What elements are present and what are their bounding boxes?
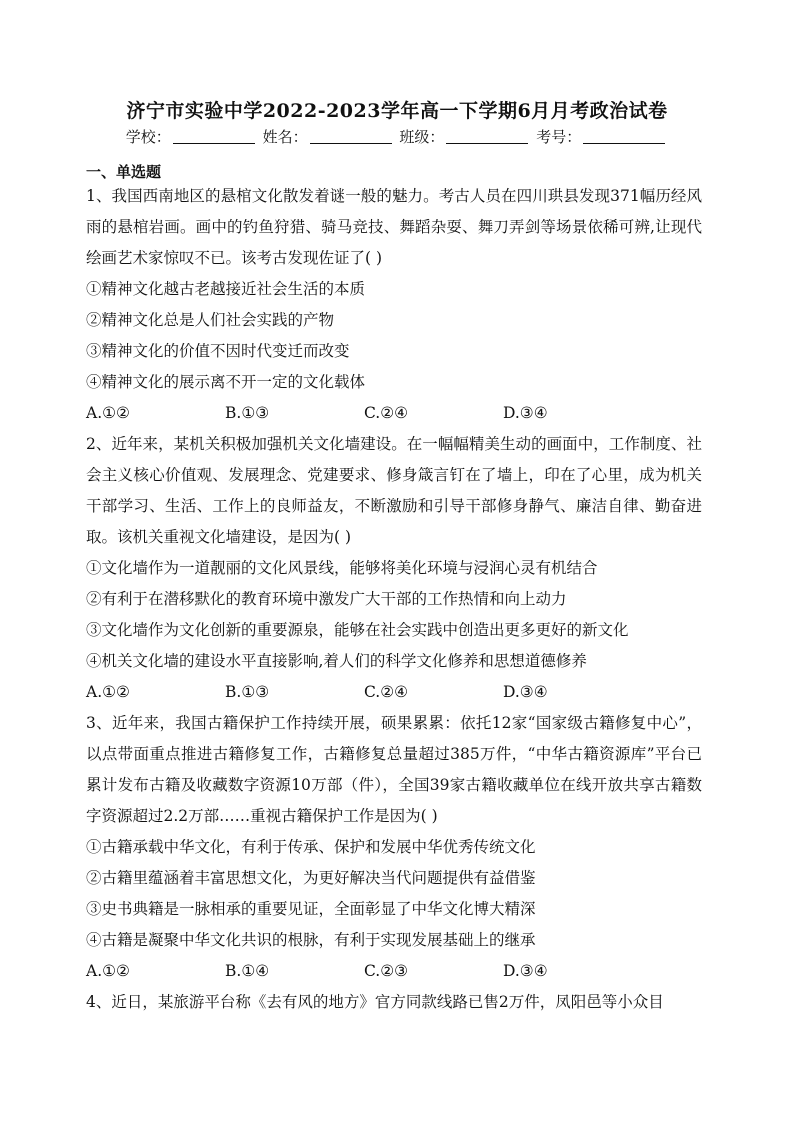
question-2 xyxy=(86,429,702,708)
school-label: 学校： xyxy=(125,128,171,146)
statement-option: ①古籍承载中华文化，有利于传承、保护和发展中华优秀传统文化 xyxy=(86,838,536,856)
choice-a[interactable]: A.①② xyxy=(86,962,130,980)
statement-option: ②有利于在潜移默化的教育环境中激发广大干部的工作热情和向上动力 xyxy=(86,590,567,608)
question-4 xyxy=(86,987,702,1018)
choice-b[interactable]: B.①④ xyxy=(225,962,270,980)
class-label: 班级： xyxy=(399,128,445,146)
section-heading: 一、单选题 xyxy=(86,163,162,181)
statement-option: ④精神文化的展示离不开一定的文化载体 xyxy=(86,373,366,391)
name-blank[interactable] xyxy=(310,129,392,144)
choice-a[interactable]: A.①② xyxy=(86,404,130,422)
choice-c[interactable]: C.②③ xyxy=(364,962,409,980)
question-1 xyxy=(86,181,702,429)
question-3 xyxy=(86,708,702,987)
statement-option: ④机关文化墙的建设水平直接影响,着人们的科学文化修养和思想道德修养 xyxy=(86,652,587,670)
choice-d[interactable]: D.③④ xyxy=(503,404,548,422)
statement-option: ①精神文化越古老越接近社会生活的本质 xyxy=(86,280,366,298)
statement-option: ③精神文化的价值不因时代变迁而改变 xyxy=(86,342,350,360)
exam-title: 济宁市实验中学2022-2023学年高一下学期6月月考政治试卷 xyxy=(126,100,668,122)
statement-option: ②精神文化总是人们社会实践的产物 xyxy=(86,311,335,329)
answer-choices xyxy=(86,398,702,429)
choice-d[interactable]: D.③④ xyxy=(503,683,548,701)
statement-option: ①文化墙作为一道靓丽的文化风景线，能够将美化环境与浸润心灵有机结合 xyxy=(86,559,598,577)
question-stem: 3、近年来，我国古籍保护工作持续开展，硕果累累：依托12家“国家级古籍修复中心”，以点带面重点推进古籍修复工作，古籍修复总量超过385万件，“中华古籍资源库”平台已累计发布古籍及收藏数字资源10万部（件），全国39家古籍收藏单位在线开放共享古籍数字资源超过2.2万部……重视古籍保护工作是因为( ) xyxy=(86,714,702,825)
choice-c[interactable]: C.②④ xyxy=(364,404,409,422)
choice-c[interactable]: C.②④ xyxy=(364,683,409,701)
exam-number-blank[interactable] xyxy=(583,129,665,144)
question-stem: 4、近日，某旅游平台称《去有风的地方》官方同款线路已售2万件，凤阳邑等小众目 xyxy=(86,993,664,1011)
class-blank[interactable] xyxy=(446,129,528,144)
student-info-line xyxy=(0,126,794,147)
statement-option: ③史书典籍是一脉相承的重要见证，全面彰显了中华文化博大精深 xyxy=(86,900,536,918)
exam-number-label: 考号： xyxy=(536,128,582,146)
question-stem: 2、近年来，某机关积极加强机关文化墙建设。在一幅幅精美生动的画面中，工作制度、社会主义核心价值观、发展理念、党建要求、修身箴言钉在了墙上，印在了心里，成为机关干部学习、生活、工作上的良师益友，不断激励和引导干部修身静气、廉洁自律、勤奋进取。该机关重视文化墙建设，是因为( ) xyxy=(86,435,702,546)
question-stem: 1、我国西南地区的悬棺文化散发着谜一般的魅力。考古人员在四川珙县发现371幅历经风雨的悬棺岩画。画中的钓鱼狩猎、骑马竞技、舞蹈杂耍、舞刀弄剑等场景依稀可辨,让现代绘画艺术家惊叹不已。该考古发现佐证了( ) xyxy=(86,187,702,267)
answer-choices xyxy=(86,677,702,708)
statement-option: ③文化墙作为文化创新的重要源泉，能够在社会实践中创造出更多更好的新文化 xyxy=(86,621,629,639)
question-list xyxy=(86,181,702,1018)
answer-choices xyxy=(86,956,702,987)
school-blank[interactable] xyxy=(173,129,255,144)
choice-d[interactable]: D.③④ xyxy=(503,962,548,980)
statement-option: ④古籍是凝聚中华文化共识的根脉，有利于实现发展基础上的继承 xyxy=(86,931,536,949)
choice-b[interactable]: B.①③ xyxy=(225,404,270,422)
choice-b[interactable]: B.①③ xyxy=(225,683,270,701)
choice-a[interactable]: A.①② xyxy=(86,683,130,701)
statement-option: ②古籍里蕴涵着丰富思想文化，为更好解决当代问题提供有益借鉴 xyxy=(86,869,536,887)
name-label: 姓名： xyxy=(262,128,308,146)
